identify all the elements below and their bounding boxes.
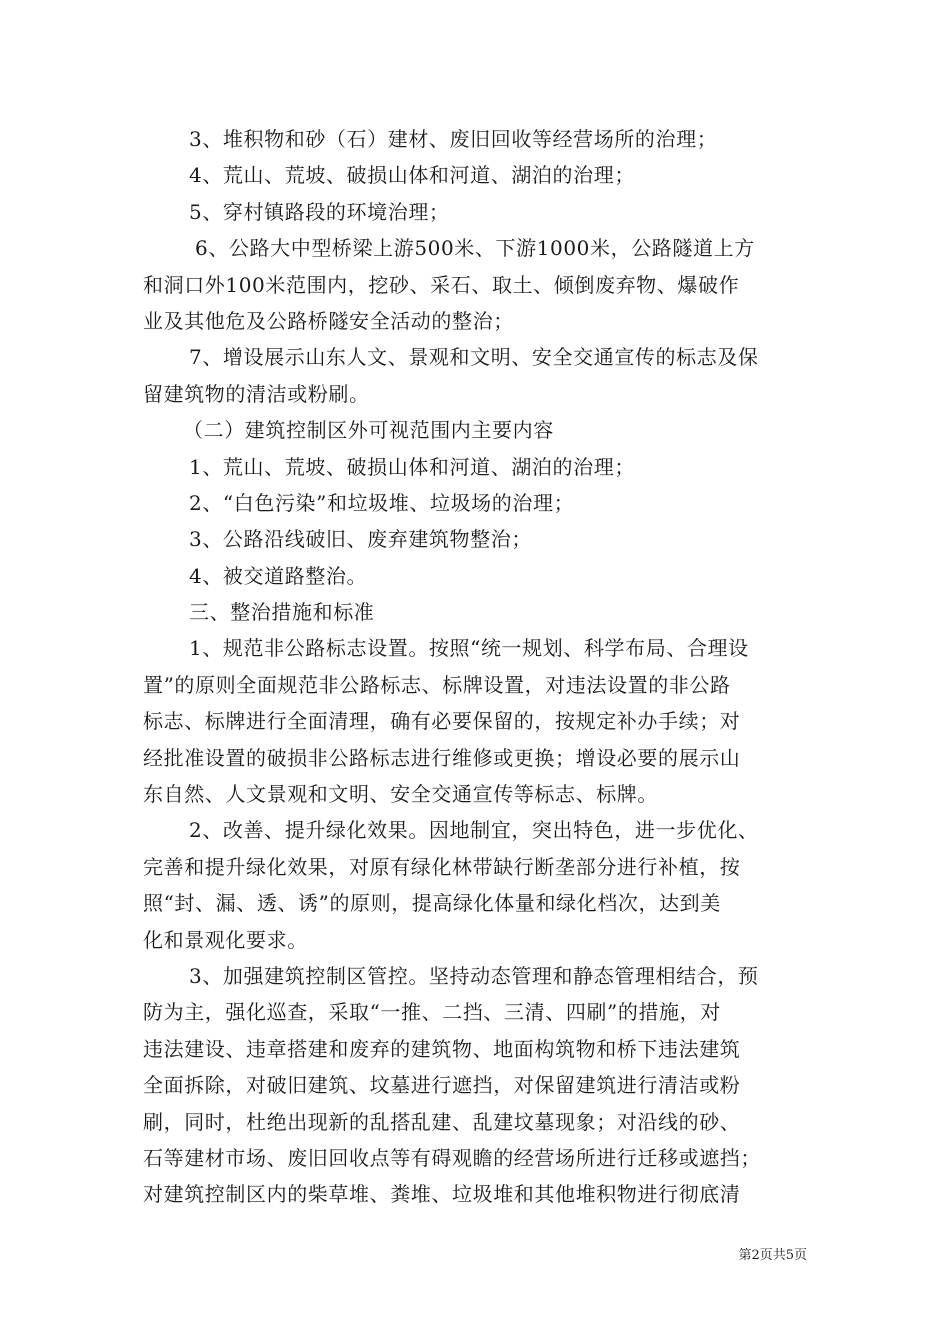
text-line: 5、穿村镇路段的环境治理； [189,199,450,224]
text-line: 业及其他危及公路桥隧安全活动的整治； [143,308,514,333]
text-line: （二）建筑控制区外可视范围内主要内容 [183,418,554,443]
text-line: 留建筑物的清洁或粉刷。 [143,381,370,406]
text-line: 完善和提升绿化效果，对原有绿化林带缺行断垄部分进行补植，按 [143,854,741,879]
text-line: 4、荒山、荒坡、破损山体和河道、湖泊的治理； [189,163,635,188]
text-line: 4、被交道路整治。 [189,563,368,588]
text-line: 对建筑控制区内的柴草堆、粪堆、垃圾堆和其他堆积物进行彻底清 [143,1182,741,1207]
text-line: 7、增设展示山东人文、景观和文明、安全交通宣传的标志及保 [189,345,759,370]
document-body [143,121,808,1213]
text-line: 3、堆积物和砂（石）建材、废旧回收等经营场所的治理； [189,127,718,151]
text-line: 6、公路大中型桥梁上游500米、下游1000米，公路隧道上方 [195,236,755,261]
page-number: 第2页共5页 [738,1248,807,1263]
text-line: 3、公路沿线破旧、废弃建筑物整治； [189,527,532,552]
text-line: 刷，同时，杜绝出现新的乱搭乱建、乱建坟墓现象；对沿线的砂、 [143,1109,741,1134]
text-line: 违法建设、违章搭建和废弃的建筑物、地面构筑物和桥下违法建筑 [143,1036,741,1061]
text-line: 标志、标牌进行全面清理，确有必要保留的，按规定补办手续；对 [143,709,741,734]
text-line: 1、规范非公路标志设置。按照“统一规划、科学布局、合理设 [189,636,749,661]
text-line: 置”的原则全面规范非公路标志、标牌设置，对违法设置的非公路 [143,672,731,697]
text-line: 1、荒山、荒坡、破损山体和河道、湖泊的治理； [189,454,635,479]
text-line: 全面拆除，对破旧建筑、坟墓进行遮挡，对保留建筑进行清洁或粉 [143,1073,741,1098]
text-line: 和洞口外100米范围内，挖砂、采石、取土、倾倒废弃物、爆破作 [143,272,740,297]
text-line: 三、整治措施和标准 [189,600,375,625]
text-line: 东自然、人文景观和文明、安全交通宣传等标志、标牌。 [143,782,658,807]
text-line: 照“封、漏、透、诱”的原则，提高绿化体量和绿化档次，达到美 [143,891,721,916]
text-line: 防为主，强化巡查，采取“一推、二挡、三清、四刷”的措施，对 [143,1000,721,1025]
text-line: 化和景观化要求。 [143,927,308,952]
text-line: 经批准设置的破损非公路标志进行维修或更换；增设必要的展示山 [143,745,741,770]
text-line: 2、“白色污染”和垃圾堆、垃圾场的治理； [189,490,575,515]
text-line: 2、改善、提升绿化效果。因地制宜，突出特色，进一步优化、 [189,818,759,843]
text-line: 3、加强建筑控制区管控。坚持动态管理和静态管理相结合，预 [189,963,759,988]
text-line: 石等建材市场、废旧回收点等有碍观瞻的经营场所进行迁移或遮挡； [143,1145,761,1170]
